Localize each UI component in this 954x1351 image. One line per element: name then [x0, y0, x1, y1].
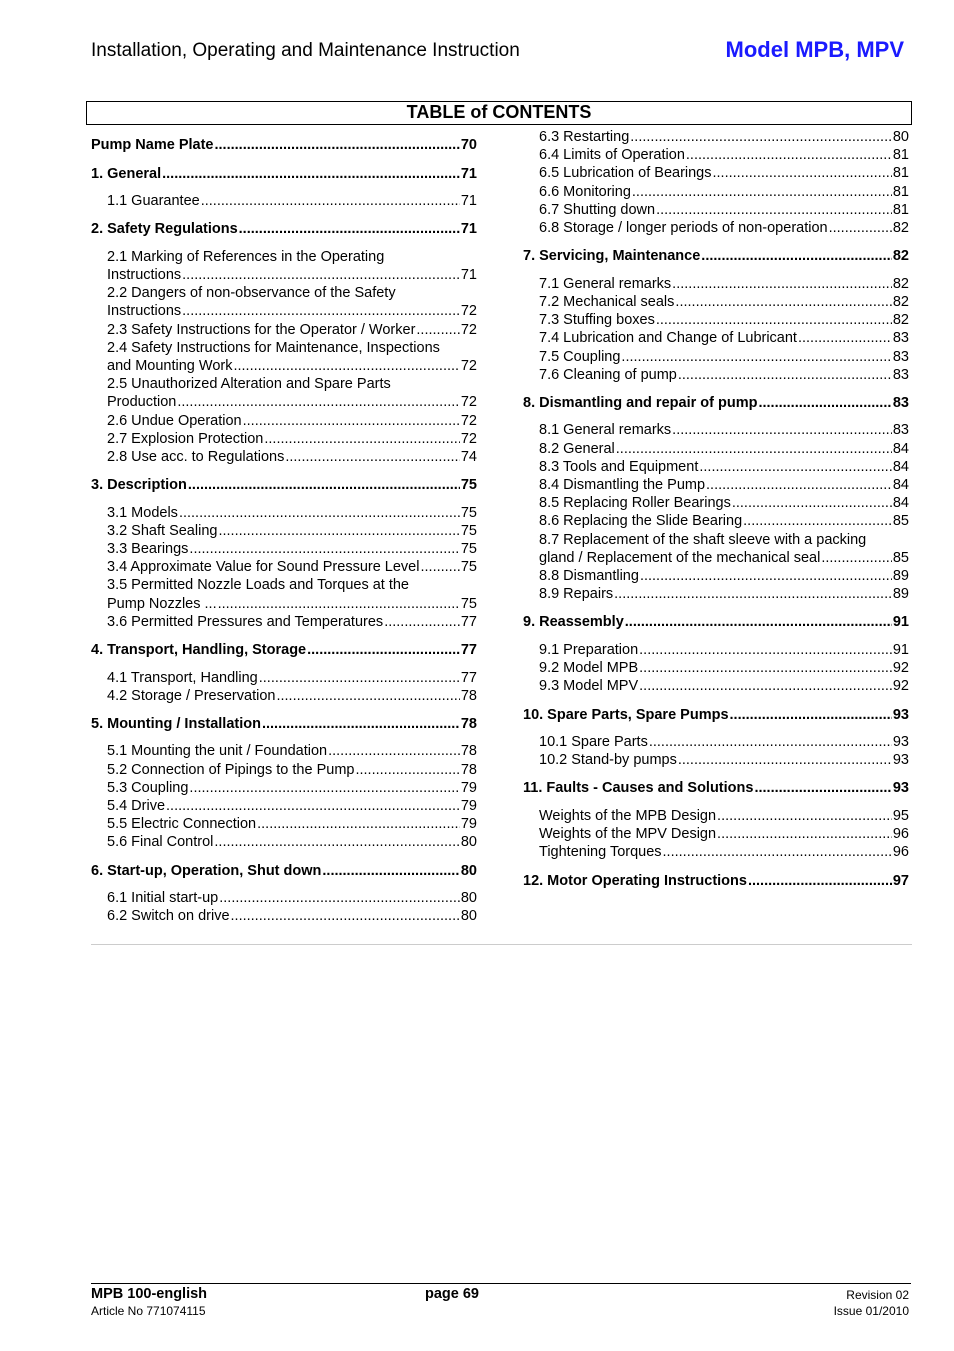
toc-section[interactable] [91, 220, 477, 239]
toc-entry-title: 7.6 Cleaning of pump [539, 366, 677, 383]
toc-entry-title: 5.1 Mounting the unit / Foundation [107, 743, 328, 760]
toc-entry-page: 82 [892, 275, 909, 292]
toc-leader-dots [307, 641, 460, 660]
toc-entry[interactable] [523, 183, 909, 201]
toc-entry[interactable] [523, 531, 909, 567]
toc-entry-page: 81 [892, 147, 909, 164]
toc-entry[interactable] [91, 248, 477, 284]
toc-entry[interactable] [523, 348, 909, 366]
toc-entry-title: 4.1 Transport, Handling [107, 669, 258, 686]
toc-entry[interactable] [91, 687, 477, 705]
toc-entry-title-line2 [107, 266, 477, 284]
toc-entry-title: 7.3 Stuffing boxes [539, 312, 655, 329]
toc-leader-dots [821, 549, 892, 567]
toc-entry[interactable] [523, 164, 909, 182]
toc-entry[interactable] [523, 641, 909, 659]
model-title: Model MPB, MPV [725, 37, 904, 62]
toc-leader-dots [262, 715, 460, 734]
footer-page-number: page 69 [425, 1286, 479, 1302]
toc-bottom-divider [91, 944, 912, 945]
toc-entry-title: 8.1 General remarks [539, 422, 672, 439]
toc-leader-dots [162, 165, 460, 184]
toc-entry-page: 72 [460, 394, 477, 411]
toc-entry-page: 96 [892, 844, 909, 861]
toc-entry[interactable] [523, 512, 909, 530]
toc-leader-dots [625, 613, 892, 632]
toc-section-page: 70 [460, 137, 477, 153]
toc-entry-page: 75 [460, 522, 477, 539]
toc-section-page: 97 [892, 872, 909, 889]
toc-leader-dots [717, 825, 892, 843]
toc-entry-title-line1: 3.5 Permitted Nozzle Loads and Torques at the [107, 577, 410, 594]
toc-entry[interactable] [91, 522, 477, 540]
toc-entry[interactable] [523, 751, 909, 769]
toc-entry-title: 8.5 Replacing Roller Bearings [539, 495, 731, 512]
toc-entry-page: 79 [460, 816, 477, 833]
toc-section-title: 2. Safety Regulations [91, 221, 238, 238]
toc-entry-title: Pump Nozzles ... [107, 595, 217, 612]
toc-entry-title: 8.2 General [539, 440, 615, 457]
toc-entry-page: 71 [460, 266, 477, 283]
toc-section-title: 9. Reassembly [523, 614, 624, 631]
toc-entry-page: 72 [460, 321, 477, 338]
toc-entry[interactable] [91, 669, 477, 687]
toc-leader-dots [672, 421, 892, 439]
toc-entry[interactable] [523, 807, 909, 825]
toc-entry[interactable] [523, 146, 909, 164]
toc-entry-title: 6.8 Storage / longer periods of non-operation [539, 220, 828, 237]
toc-entry[interactable] [91, 504, 477, 522]
toc-entry[interactable] [523, 275, 909, 293]
toc-entry-title: 7.2 Mechanical seals [539, 293, 675, 310]
toc-entry-title: 7.5 Coupling [539, 348, 621, 365]
toc-entry-title-line2 [107, 393, 477, 411]
toc-entry-page: 95 [892, 807, 909, 824]
toc-entry[interactable] [91, 448, 477, 466]
toc-entry-page: 84 [892, 458, 909, 475]
toc-entry[interactable] [523, 677, 909, 695]
toc-section-title: 6. Start-up, Operation, Shut down [91, 862, 322, 879]
toc-leader-dots [630, 128, 892, 146]
toc-leader-dots [182, 302, 460, 320]
toc-leader-dots [182, 266, 460, 284]
toc-leader-dots [798, 329, 892, 347]
toc-entry-title-line1: 2.5 Unauthorized Alteration and Spare Parts [107, 376, 391, 393]
toc-leader-dots [243, 412, 460, 430]
toc-entry-page: 77 [460, 669, 477, 686]
toc-entry-title: 6.6 Monitoring [539, 183, 631, 200]
toc-entry-title: 3.6 Permitted Pressures and Temperatures [107, 613, 384, 630]
toc-entry-title: 8.9 Repairs [539, 586, 614, 603]
toc-left-column [91, 126, 477, 926]
toc-leader-dots [632, 183, 892, 201]
toc-entry-title: Tightening Torques [539, 844, 662, 861]
toc-entry[interactable] [91, 576, 477, 612]
toc-leader-dots [639, 641, 892, 659]
toc-entry-page: 83 [892, 330, 909, 347]
toc-section-title: Pump Name Plate [91, 137, 214, 153]
toc-entry[interactable] [91, 779, 477, 797]
toc-entry-page: 80 [460, 834, 477, 851]
toc-entry[interactable] [523, 366, 909, 384]
toc-section[interactable] [523, 394, 909, 413]
toc-entry-page: 72 [460, 303, 477, 320]
toc-entry[interactable] [91, 613, 477, 631]
toc-section-page: 75 [460, 477, 477, 494]
toc-leader-dots [276, 687, 459, 705]
toc-entry-title-line1: 2.2 Dangers of non-observance of the Safety [107, 285, 396, 302]
toc-entry-page: 83 [892, 348, 909, 365]
toc-entry[interactable] [91, 815, 477, 833]
toc-leader-dots [706, 476, 892, 494]
toc-entry-page: 81 [892, 183, 909, 200]
toc-entry[interactable] [523, 659, 909, 677]
toc-entry[interactable] [523, 843, 909, 861]
toc-leader-dots [285, 448, 460, 466]
toc-entry[interactable] [523, 128, 909, 146]
toc-entry-page: 89 [892, 568, 909, 585]
toc-entry-page: 71 [460, 193, 477, 209]
toc-entry-page: 85 [892, 549, 909, 566]
toc-entry-title: 3.1 Models [107, 504, 178, 521]
toc-entry-page: 82 [892, 220, 909, 237]
toc-entry[interactable] [91, 761, 477, 779]
toc-leader-dots [259, 669, 460, 687]
toc-entry-page: 92 [892, 678, 909, 695]
toc-entry-page: 91 [892, 641, 909, 658]
toc-leader-dots [188, 476, 460, 495]
toc-entry-page: 82 [892, 312, 909, 329]
toc-entry[interactable] [523, 567, 909, 585]
toc-entry[interactable] [91, 412, 477, 430]
toc-entry-title: 5.2 Connection of Pipings to the Pump [107, 761, 355, 778]
toc-entry-title-line1: 8.7 Replacement of the shaft sleeve with a packing [539, 531, 867, 548]
toc-leader-dots [214, 833, 459, 851]
toc-leader-dots [218, 522, 459, 540]
toc-entry-title: 9.1 Preparation [539, 641, 639, 658]
toc-entry[interactable] [91, 192, 477, 210]
toc-entry-page: 81 [892, 201, 909, 218]
toc-section-page: 77 [460, 642, 477, 659]
toc-entry-page: 79 [460, 798, 477, 815]
toc-entry[interactable] [523, 219, 909, 237]
toc-leader-dots [219, 889, 460, 907]
toc-leader-dots [322, 862, 459, 881]
toc-leader-dots [179, 504, 460, 522]
toc-section-title: 1. General [91, 165, 162, 182]
toc-section-page: 80 [460, 862, 477, 879]
toc-leader-dots [328, 742, 460, 760]
toc-entry-page: 84 [892, 440, 909, 457]
toc-entry-page: 77 [460, 613, 477, 630]
toc-leader-dots [663, 843, 892, 861]
toc-entry-title-line1: 2.4 Safety Instructions for Maintenance, Inspections [107, 339, 440, 356]
toc-section[interactable] [91, 862, 477, 881]
toc-entry-page: 78 [460, 687, 477, 704]
toc-entry-title: 3.4 Approximate Value for Sound Pressure Level [107, 559, 420, 576]
toc-entry[interactable] [523, 293, 909, 311]
toc-entry[interactable] [523, 585, 909, 603]
toc-entry[interactable] [91, 742, 477, 760]
toc-leader-dots [758, 394, 891, 413]
toc-entry-title-line2 [107, 357, 477, 375]
toc-section[interactable] [523, 247, 909, 266]
toc-section-title: 4. Transport, Handling, Storage [91, 642, 307, 659]
toc-entry[interactable] [523, 201, 909, 219]
toc-entry-page: 80 [460, 890, 477, 907]
toc-entry-title: 6.2 Switch on drive [107, 908, 230, 925]
toc-section[interactable] [523, 779, 909, 798]
toc-leader-dots [264, 430, 459, 448]
toc-entry[interactable] [523, 311, 909, 329]
toc-entry-page: 80 [460, 908, 477, 925]
toc-entry-title: 6.1 Initial start-up [107, 890, 219, 907]
toc-entry-page: 83 [892, 366, 909, 383]
toc-entry-title: 8.4 Dismantling the Pump [539, 477, 706, 494]
toc-leader-dots [420, 558, 459, 576]
toc-entry-page: 75 [460, 595, 477, 612]
toc-leader-dots [656, 311, 892, 329]
toc-entry[interactable] [91, 321, 477, 339]
toc-entry[interactable] [91, 430, 477, 448]
toc-entry-page: 75 [460, 504, 477, 521]
toc-entry-title: 6.5 Lubrication of Bearings [539, 165, 712, 182]
toc-entry-page: 81 [892, 165, 909, 182]
toc-entry-title: 8.6 Replacing the Slide Bearing [539, 513, 743, 530]
toc-entry-title-line2 [539, 549, 909, 567]
toc-entry-title: Instructions [107, 266, 182, 283]
toc-entry-title: 6.4 Limits of Operation [539, 147, 685, 164]
toc-entry-title: 5.5 Electric Connection [107, 816, 257, 833]
toc-section-title: 7. Servicing, Maintenance [523, 248, 701, 265]
toc-leader-dots [257, 815, 460, 833]
toc-entry-title: 5.3 Coupling [107, 779, 189, 796]
toc-entry-title: 2.8 Use acc. to Regulations [107, 448, 285, 465]
toc-entry-page: 83 [892, 422, 909, 439]
footer-issue: Issue 01/2010 [833, 1304, 909, 1318]
toc-leader-dots [639, 659, 892, 677]
toc-leader-dots [717, 807, 892, 825]
toc-entry-page: 80 [892, 129, 909, 145]
toc-leader-dots [614, 585, 892, 603]
toc-entry-title: 7.4 Lubrication and Change of Lubricant [539, 330, 797, 347]
footer-revision: Revision 02 [846, 1288, 909, 1302]
toc-entry-title: 2.7 Explosion Protection [107, 430, 264, 447]
toc-entry[interactable] [523, 329, 909, 347]
toc-leader-dots [621, 348, 891, 366]
toc-entry-title: 6.3 Restarting [539, 129, 630, 145]
toc-leader-dots [678, 751, 892, 769]
toc-entry-title: 3.3 Bearings [107, 541, 189, 558]
toc-entry-title: 6.7 Shutting down [539, 201, 656, 218]
toc-entry-title: 9.2 Model MPB [539, 660, 639, 677]
toc-entry-page: 85 [892, 513, 909, 530]
toc-entry-page: 72 [460, 412, 477, 429]
toc-section[interactable] [91, 715, 477, 734]
toc-entry-title: 1.1 Guarantee [107, 193, 200, 209]
toc-leader-dots [189, 540, 459, 558]
toc-entry-title: 8.8 Dismantling [539, 568, 639, 585]
toc-entry-page: 74 [460, 448, 477, 465]
toc-leader-dots [239, 220, 460, 239]
toc-entry-title: 3.2 Shaft Sealing [107, 522, 218, 539]
toc-entry-title-line2 [107, 302, 477, 320]
toc-entry[interactable] [91, 540, 477, 558]
toc-entry[interactable] [523, 476, 909, 494]
toc-leader-dots [384, 613, 460, 631]
toc-section-page: 91 [892, 614, 909, 631]
toc-leader-dots [215, 136, 460, 155]
toc-entry-title: 10.1 Spare Parts [539, 734, 648, 751]
toc-leader-dots [675, 293, 891, 311]
toc-leader-dots [672, 275, 892, 293]
toc-entry-title: 5.6 Final Control [107, 834, 214, 851]
toc-leader-dots [233, 357, 459, 375]
toc-entry-title: 7.1 General remarks [539, 275, 672, 292]
toc-section-title: 3. Description [91, 477, 187, 494]
toc-entry-title: 2.3 Safety Instructions for the Operator / Worker [107, 321, 416, 338]
toc-entry-page: 78 [460, 743, 477, 760]
toc-leader-dots [231, 907, 460, 925]
toc-section-page: 82 [892, 248, 909, 265]
toc-entry[interactable] [523, 825, 909, 843]
toc-entry-title-line2 [107, 595, 477, 613]
toc-leader-dots [218, 595, 460, 613]
toc-entry-page: 96 [892, 826, 909, 843]
toc-entry-title: Instructions [107, 303, 182, 320]
toc-leader-dots [701, 247, 892, 266]
toc-entry-page: 84 [892, 477, 909, 494]
toc-entry[interactable] [91, 558, 477, 576]
toc-leader-dots [754, 779, 891, 798]
toc-entry-title: 4.2 Storage / Preservation [107, 687, 276, 704]
footer-divider [91, 1283, 911, 1284]
toc-entry-title: Weights of the MPV Design [539, 826, 717, 843]
toc-section-title: 5. Mounting / Installation [91, 715, 261, 732]
toc-entry-page: 79 [460, 779, 477, 796]
toc-entry[interactable] [91, 375, 477, 411]
toc-entry-page: 89 [892, 586, 909, 603]
toc-entry-page: 72 [460, 430, 477, 447]
toc-entry-page: 78 [460, 761, 477, 778]
toc-leader-dots [829, 219, 892, 237]
toc-entry[interactable] [91, 339, 477, 375]
toc-leader-dots [416, 321, 459, 339]
toc-entry[interactable] [523, 733, 909, 751]
toc-leader-dots [616, 440, 892, 458]
toc-section[interactable] [91, 476, 477, 495]
toc-section-page: 78 [460, 715, 477, 732]
toc-entry-page: 93 [892, 752, 909, 769]
toc-entry[interactable] [91, 284, 477, 320]
toc-entry[interactable] [523, 494, 909, 512]
toc-section-page: 93 [892, 706, 909, 723]
toc-heading: TABLE of CONTENTS [406, 102, 592, 122]
toc-leader-dots [678, 366, 892, 384]
toc-leader-dots [748, 872, 892, 891]
document-title: Installation, Operating and Maintenance Instruction [91, 40, 520, 61]
toc-entry-page: 92 [892, 660, 909, 677]
toc-section-title: 8. Dismantling and repair of pump [523, 394, 758, 411]
toc-section[interactable] [523, 872, 909, 891]
toc-entry-page: 93 [892, 734, 909, 751]
toc-entry-page: 75 [460, 541, 477, 558]
toc-section[interactable] [91, 136, 477, 155]
toc-section-title: 10. Spare Parts, Spare Pumps [523, 706, 729, 723]
toc-leader-dots [177, 393, 460, 411]
toc-entry-title: 2.6 Undue Operation [107, 412, 242, 429]
toc-leader-dots [743, 512, 892, 530]
toc-entry[interactable] [91, 907, 477, 925]
toc-leader-dots [713, 164, 892, 182]
toc-entry-title: Weights of the MPB Design [539, 807, 717, 824]
toc-entry-page: 75 [460, 559, 477, 576]
toc-entry-page: 72 [460, 357, 477, 374]
toc-entry-title: 8.3 Tools and Equipment [539, 458, 699, 475]
toc-section[interactable] [91, 165, 477, 184]
toc-leader-dots [649, 733, 892, 751]
toc-leader-dots [639, 677, 892, 695]
toc-leader-dots [189, 779, 459, 797]
toc-entry[interactable] [91, 833, 477, 851]
toc-section[interactable] [523, 613, 909, 632]
toc-section-page: 71 [460, 165, 477, 182]
toc-entry-page: 82 [892, 293, 909, 310]
toc-section-title: 12. Motor Operating Instructions [523, 872, 747, 889]
toc-entry[interactable] [523, 458, 909, 476]
toc-entry-title: 5.4 Drive [107, 798, 166, 815]
toc-section[interactable] [523, 706, 909, 725]
toc-section-page: 71 [460, 221, 477, 238]
toc-leader-dots [699, 458, 892, 476]
toc-section-page: 83 [892, 394, 909, 411]
toc-entry[interactable] [91, 797, 477, 815]
toc-entry[interactable] [523, 440, 909, 458]
toc-leader-dots [640, 567, 892, 585]
toc-entry-title: gland / Replacement of the mechanical seal [539, 549, 821, 566]
toc-section-page: 93 [892, 780, 909, 797]
footer-doc-name: MPB 100-english [91, 1286, 208, 1302]
toc-entry[interactable] [523, 421, 909, 439]
toc-leader-dots [732, 494, 892, 512]
toc-entry[interactable] [91, 889, 477, 907]
toc-leader-dots [686, 146, 892, 164]
footer-article-number: Article No 771074115 [91, 1304, 206, 1318]
toc-leader-dots [201, 192, 460, 210]
toc-section-title: 11. Faults - Causes and Solutions [523, 780, 754, 797]
toc-entry-title: Production [107, 394, 177, 411]
toc-entry-title: 10.2 Stand-by pumps [539, 752, 677, 769]
toc-section[interactable] [91, 641, 477, 660]
toc-leader-dots [166, 797, 460, 815]
toc-leader-dots [656, 201, 892, 219]
toc-right-column [523, 128, 909, 899]
toc-leader-dots [355, 761, 459, 779]
toc-entry-title: 9.3 Model MPV [539, 678, 639, 695]
toc-leader-dots [730, 706, 892, 725]
toc-entry-page: 84 [892, 495, 909, 512]
toc-entry-title-line1: 2.1 Marking of References in the Operating [107, 248, 385, 265]
toc-entry-title: and Mounting Work [107, 357, 233, 374]
